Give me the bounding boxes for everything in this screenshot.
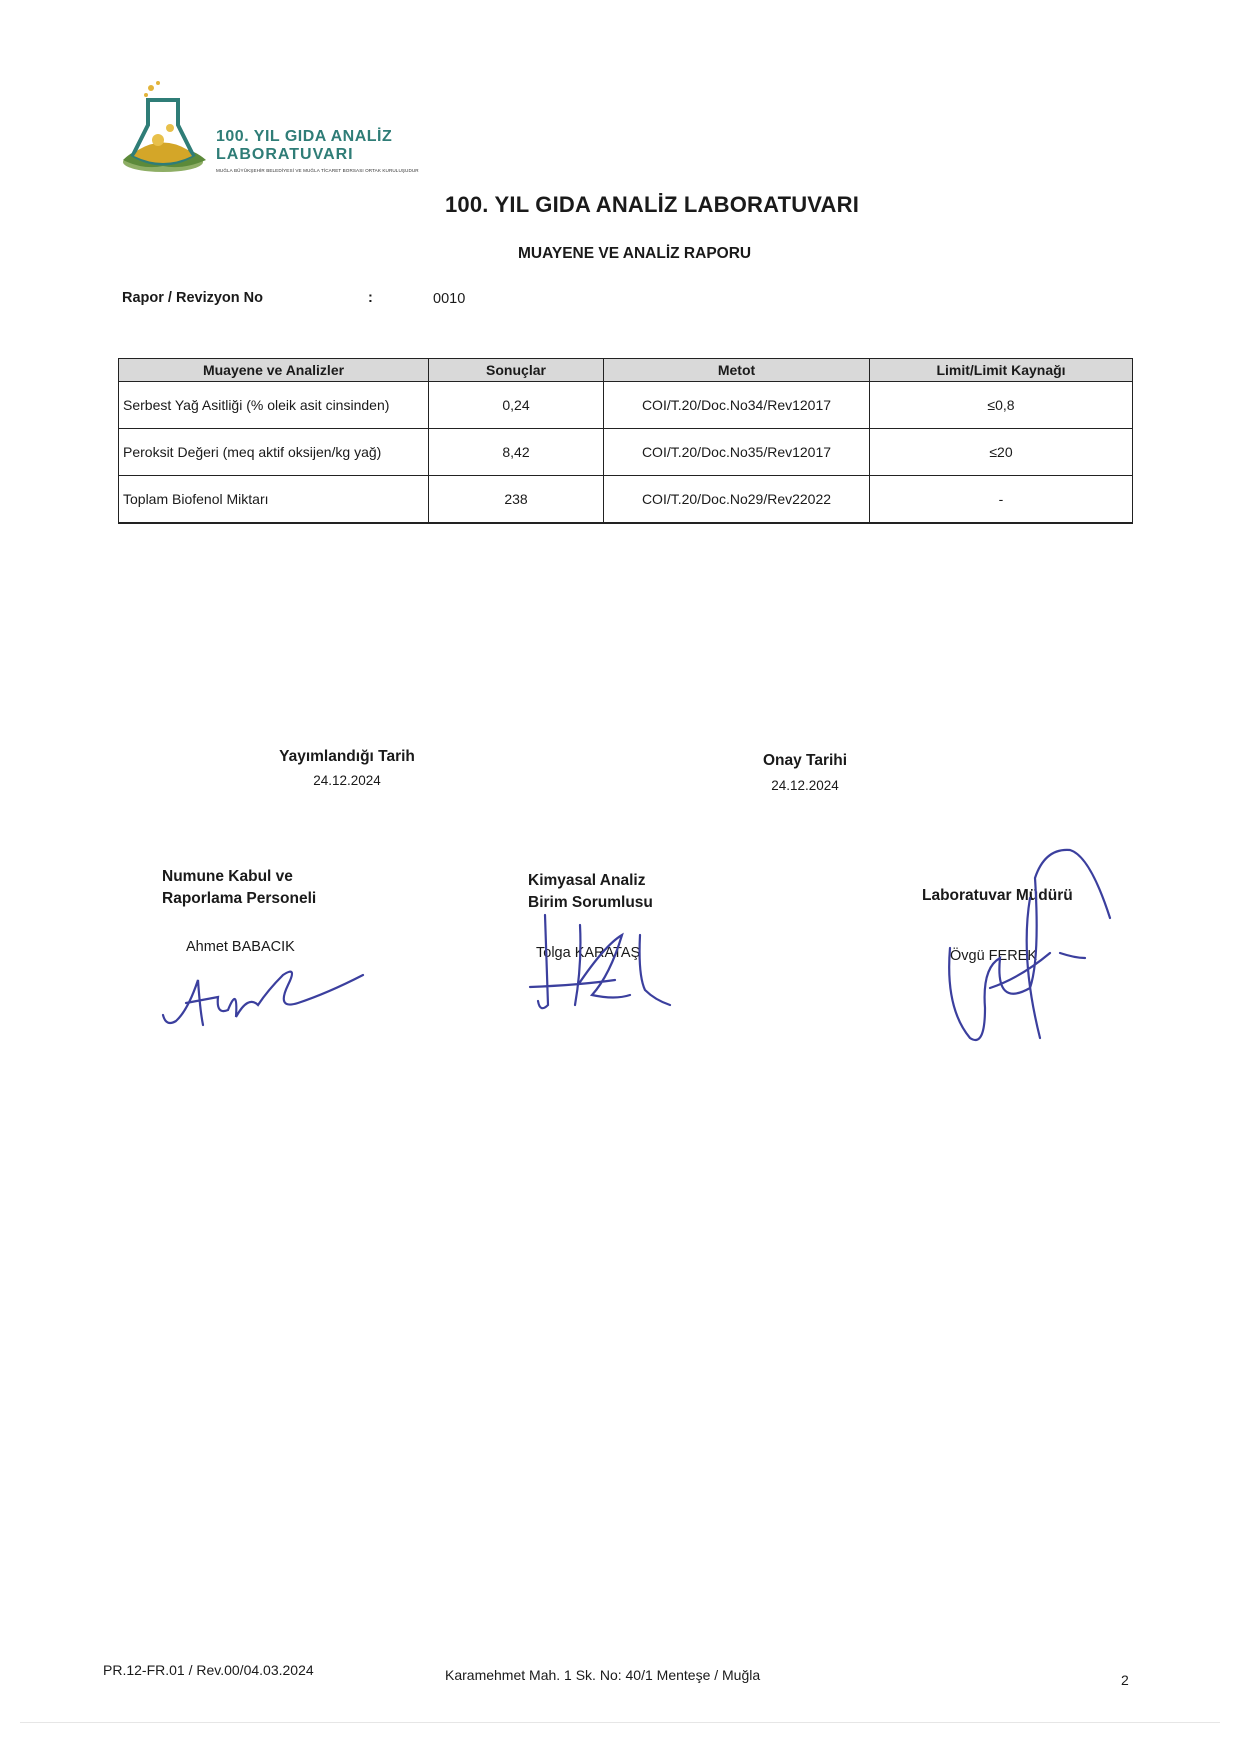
logo-text-line1: 100. YIL GIDA ANALİZ	[216, 128, 393, 145]
lab-logo	[118, 80, 418, 190]
results-table	[118, 358, 1133, 524]
sample-reception-title	[162, 866, 316, 910]
table-row	[119, 382, 1133, 429]
flask-leaf-icon	[118, 80, 218, 190]
cell-analysis: Toplam Biofenol Miktarı	[119, 476, 429, 524]
cell-method: COI/T.20/Doc.No34/Rev12017	[604, 382, 870, 429]
sig-title-line: Kimyasal Analiz	[528, 872, 646, 889]
approval-date-value: 24.12.2024	[771, 778, 839, 793]
cell-method: COI/T.20/Doc.No29/Rev22022	[604, 476, 870, 524]
table-row	[119, 476, 1133, 524]
cell-analysis: Peroksit Değeri (meq aktif oksijen/kg yağ)	[119, 429, 429, 476]
cell-method: COI/T.20/Doc.No35/Rev12017	[604, 429, 870, 476]
published-date-value: 24.12.2024	[313, 773, 381, 788]
logo-subtitle: MUĞLA BÜYÜKŞEHİR BELEDİYESİ VE MUĞLA TİCARET BORSASI ORTAK KURULUŞUDUR	[216, 168, 419, 173]
header-results: Sonuçlar	[429, 359, 604, 382]
sig-title-line: Numune Kabul ve	[162, 868, 293, 885]
cell-result: 238	[429, 476, 604, 524]
header-limit: Limit/Limit Kaynağı	[870, 359, 1133, 382]
header-method: Metot	[604, 359, 870, 382]
cell-result: 8,42	[429, 429, 604, 476]
report-revision-label: Rapor / Revizyon No	[122, 290, 263, 306]
table-row	[119, 429, 1133, 476]
header-analyses: Muayene ve Analizler	[119, 359, 429, 382]
sig-title-line: Birim Sorumlusu	[528, 894, 653, 911]
report-title: MUAYENE VE ANALİZ RAPORU	[518, 245, 752, 262]
sample-reception-name: Ahmet BABACIK	[186, 939, 295, 955]
chemical-analysis-name: Tolga KARATAŞ	[536, 945, 641, 961]
sig-title-line: Raporlama Personeli	[162, 890, 317, 907]
signature-icon	[940, 838, 1120, 1048]
logo-text-line2: LABORATUVARI	[216, 146, 354, 163]
page-bottom-divider	[20, 1722, 1220, 1723]
page-number: 2	[1121, 1672, 1129, 1688]
cell-limit: -	[870, 476, 1133, 524]
cell-limit: ≤0,8	[870, 382, 1133, 429]
lab-address: Karamehmet Mah. 1 Sk. No: 40/1 Menteşe / Muğla	[445, 1667, 761, 1683]
signature-icon	[158, 955, 368, 1035]
sig-title-line: Laboratuvar Müdürü	[922, 887, 1073, 904]
signature-icon	[520, 905, 690, 1015]
cell-result: 0,24	[429, 382, 604, 429]
approval-date-label: Onay Tarihi	[762, 752, 848, 769]
report-revision-colon: :	[368, 290, 373, 306]
form-code: PR.12-FR.01 / Rev.00/04.03.2024	[103, 1662, 314, 1678]
lab-manager-name: Övgü FEREK	[950, 948, 1038, 964]
cell-limit: ≤20	[870, 429, 1133, 476]
cell-analysis: Serbest Yağ Asitliği (% oleik asit cinsinden)	[119, 382, 429, 429]
lab-title: 100. YIL GIDA ANALİZ LABORATUVARI	[445, 192, 860, 217]
report-revision-value: 0010	[433, 291, 466, 307]
table-header-row	[119, 359, 1133, 382]
published-date-label: Yayımlandığı Tarih	[279, 748, 415, 765]
